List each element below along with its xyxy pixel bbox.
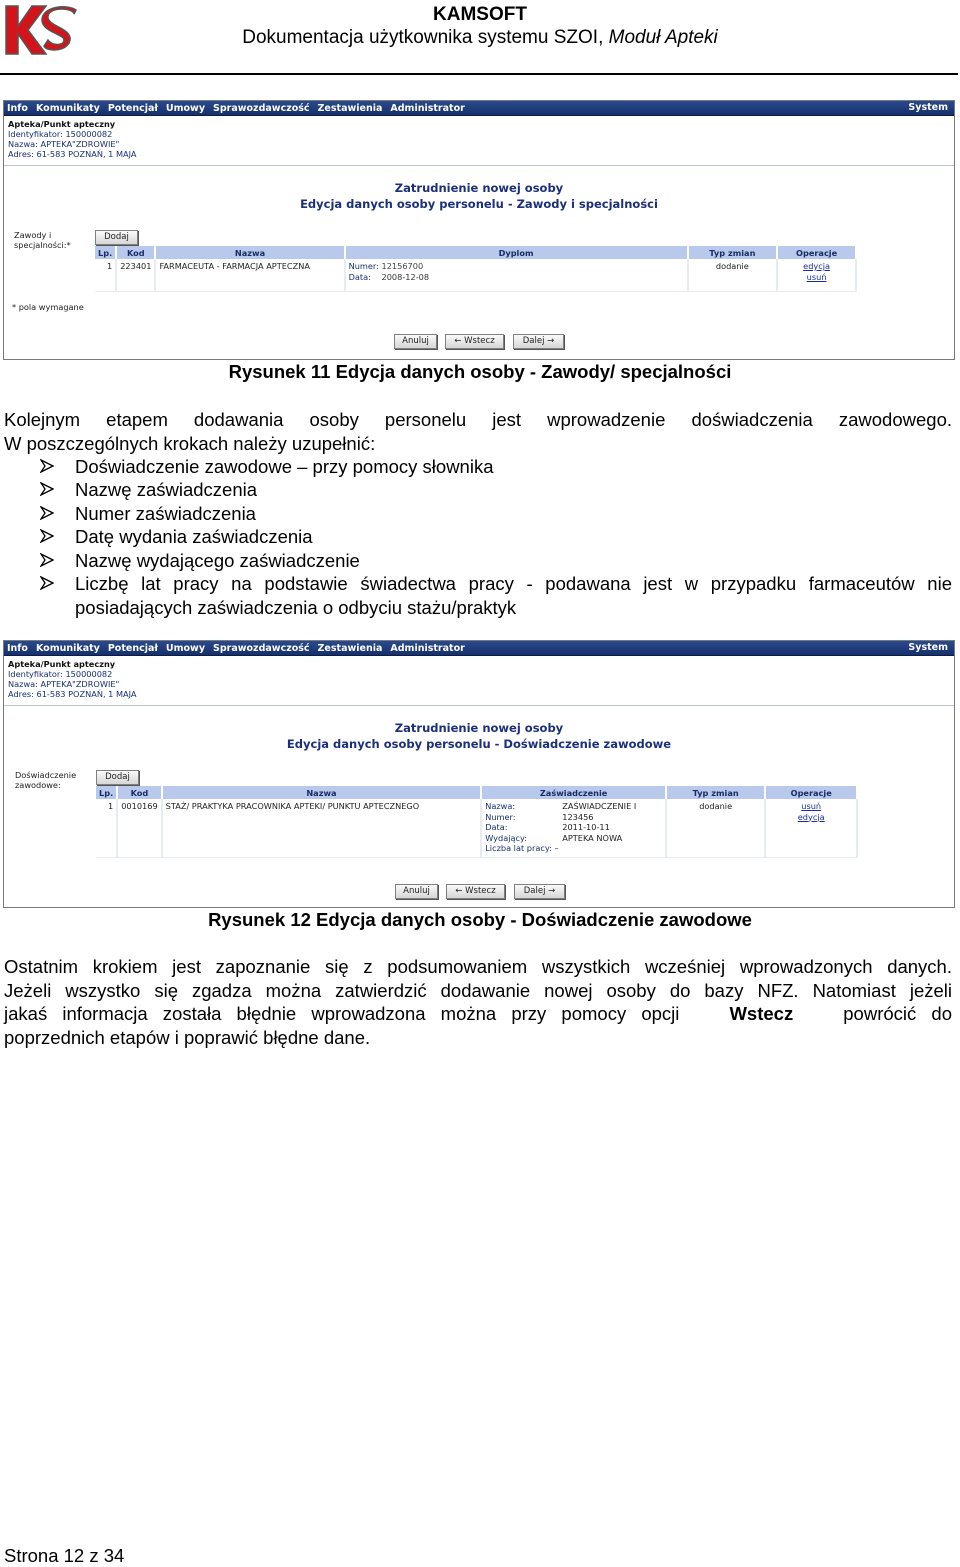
list-item-text: Numer zaświadczenia: [75, 503, 256, 524]
paragraph-2-line-2: Jeżeli wszystko się zgadza można zatwierdzić dodawanie nowej osoby do bazy NFZ. Natomiast jeżeli: [4, 979, 952, 1001]
col-typ-zmian: Typ zmian: [666, 786, 765, 799]
z-value-wydajacy: APTEKA NOWA: [562, 832, 623, 843]
edit-link[interactable]: edycja: [797, 811, 825, 822]
pharmacy-id: Identyfikator: 150000082: [8, 669, 113, 679]
field-label-doswiadczenie: [15, 770, 76, 790]
dyplom-data-label: Data:: [348, 271, 371, 282]
menu-komunikaty[interactable]: Komunikaty: [35, 102, 100, 114]
app-menu-bar: [4, 641, 954, 656]
field-label-line-1: Doświadczenie: [15, 770, 77, 780]
experience-table: [96, 786, 858, 858]
menu-potencjal[interactable]: Potencjał: [107, 642, 158, 654]
add-button[interactable]: Dodaj: [95, 230, 138, 245]
z-label-data: Data:: [485, 822, 508, 832]
pharmacy-title: Apteka/Punkt apteczny: [8, 119, 116, 129]
pharmacy-name: Nazwa: APTEKA"ZDROWIE": [8, 139, 120, 149]
figure-caption-12: Rysunek 12 Edycja danych osoby - Doświadczenie zawodowe: [208, 909, 752, 930]
col-nazwa: Nazwa: [155, 246, 344, 259]
form-subtitle: Edycja danych osoby personelu - Doświadczenie zawodowe: [286, 737, 672, 751]
cell-typ-zmian: dodanie: [666, 799, 765, 857]
list-item-text: Doświadczenie zawodowe – przy pomocy słownika: [75, 456, 494, 477]
cell-nazwa: FARMACEUTA - FARMACJA APTECZNA: [155, 259, 344, 291]
col-kod: Kod: [116, 246, 155, 259]
list-item-text: Nazwę zaświadczenia: [75, 479, 258, 500]
menu-administrator[interactable]: Administrator: [390, 102, 465, 114]
pharmacy-address: Adres: 61-583 POZNAŃ, 1 MAJA: [8, 149, 137, 159]
app-screenshot-1: [3, 100, 955, 360]
col-lp: Lp.: [96, 786, 117, 799]
paragraph-1-line-1: Kolejnym etapem dodawania osoby personelu jest wprowadzenie doświadczenia zawodowego.: [4, 409, 952, 430]
paragraph-2-line-3-c: powrócić do: [843, 1003, 952, 1024]
col-zaswiadczenie: Zaświadczenie: [481, 786, 666, 799]
cell-dyplom: [345, 259, 688, 291]
cancel-button[interactable]: Anuluj: [394, 334, 437, 349]
menu-komunikaty[interactable]: Komunikaty: [35, 642, 100, 654]
menu-potencjal[interactable]: Potencjał: [107, 102, 158, 114]
arrow-bullet-icon: [40, 553, 54, 567]
document-subtitle: [0, 27, 960, 49]
col-typ-zmian: Typ zmian: [688, 246, 778, 259]
list-item-text: [75, 572, 952, 619]
zaswiadczenie-labels: [485, 801, 562, 843]
field-label-line-1: Zawody i: [14, 230, 52, 240]
arrow-bullet-icon: [40, 576, 54, 590]
table-row: [96, 799, 857, 857]
dyplom-numer: 12156700: [381, 261, 424, 271]
field-label-zawody: [14, 230, 71, 250]
field-label-line-2: zawodowe:: [15, 780, 61, 790]
cell-typ-zmian: dodanie: [688, 259, 778, 291]
form-subtitle: Edycja danych osoby personelu - Zawody i specjalności: [300, 197, 658, 211]
paragraph-2-line-4: poprzednich etapów i poprawić błędne dane.: [4, 1026, 371, 1048]
cell-operacje: [765, 799, 857, 857]
professions-table: [95, 246, 857, 292]
list-item: [40, 549, 952, 573]
delete-link[interactable]: usuń: [806, 271, 827, 282]
menu-umowy[interactable]: Umowy: [165, 102, 206, 114]
menu-system[interactable]: System: [908, 642, 948, 653]
paragraph-2-line-3: [4, 1002, 952, 1026]
cell-lp: 1: [95, 259, 116, 291]
required-fields-note: * pola wymagane: [12, 302, 84, 312]
table-header-row: [95, 246, 856, 259]
paragraph-2-line-1: Ostatnim krokiem jest zapoznanie się z podsumowaniem wszystkich wcześniej wprowadzonych danych.: [4, 956, 952, 977]
figure-caption-11: Rysunek 11 Edycja danych osoby - Zawody/ specjalności: [228, 361, 732, 382]
menu-system[interactable]: System: [908, 102, 948, 113]
add-button[interactable]: Dodaj: [96, 770, 139, 785]
table-header-row: [96, 786, 857, 799]
paragraph-1-line-2: W poszczególnych krokach należy uzupełnić:: [4, 432, 376, 454]
company-name: KAMSOFT: [433, 4, 527, 25]
subtitle-plain: Dokumentacja użytkownika systemu SZOI,: [242, 27, 609, 48]
pharmacy-address: Adres: 61-583 POZNAŃ, 1 MAJA: [8, 689, 137, 699]
col-kod: Kod: [117, 786, 161, 799]
edit-link[interactable]: edycja: [803, 261, 831, 271]
app-menu-bar: [4, 101, 954, 116]
z-value-liczba-lat: –: [554, 843, 559, 853]
delete-link[interactable]: usuń: [801, 801, 822, 811]
list-item: [40, 455, 952, 479]
pharmacy-id: Identyfikator: 150000082: [8, 129, 113, 139]
cell-nazwa: STAŻ/ PRAKTYKA PRACOWNIKA APTEKI/ PUNKTU APTECZNEGO: [162, 799, 482, 857]
z-label-numer: Numer:: [485, 811, 516, 822]
list-item-text: Datę wydania zaświadczenia: [75, 526, 313, 547]
table-row: [95, 259, 856, 291]
zaswiadczenie-values: [562, 801, 636, 843]
form-title: Zatrudnienie nowej osoby: [394, 181, 564, 195]
page-footer: Strona 12 z 34: [4, 1545, 125, 1566]
z-label-nazwa: Nazwa:: [485, 801, 516, 811]
back-button[interactable]: ← Wstecz: [446, 884, 505, 899]
col-nazwa: Nazwa: [162, 786, 482, 799]
dyplom-numer-label: Numer:: [348, 261, 379, 271]
paragraph-2: [4, 955, 952, 1049]
menu-info[interactable]: Info: [7, 102, 28, 114]
arrow-bullet-icon: [40, 506, 54, 520]
app-screenshot-2: [3, 640, 955, 908]
col-dyplom: Dyplom: [345, 246, 688, 259]
subtitle-italic: Moduł Apteki: [608, 27, 718, 48]
list-item: [40, 572, 952, 620]
menu-zestawienia[interactable]: Zestawienia: [317, 102, 383, 114]
menu-sprawozdawczosc[interactable]: Sprawozdawczość: [213, 642, 310, 654]
z-value-nazwa: ZAŚWIADCZENIE I: [562, 801, 637, 811]
list-item: [40, 502, 952, 526]
cell-kod: 223401: [116, 259, 155, 291]
col-lp: Lp.: [95, 246, 116, 259]
paragraph-2-line-3-bold: Wstecz: [729, 1003, 794, 1024]
z-label-wydajacy: Wydający:: [485, 832, 528, 843]
dyplom-data: 2008-12-08: [381, 271, 430, 282]
cell-kod: 0010169: [117, 799, 161, 857]
paragraph-1: [4, 408, 952, 455]
form-title: Zatrudnienie nowej osoby: [394, 721, 564, 735]
col-operacje: Operacje: [765, 786, 857, 799]
menu-umowy[interactable]: Umowy: [165, 642, 206, 654]
field-label-line-2: specjalności:*: [14, 240, 71, 250]
back-button[interactable]: ← Wstecz: [445, 334, 504, 349]
arrow-bullet-icon: [40, 482, 54, 496]
page-header: [0, 0, 960, 76]
pharmacy-info: [4, 116, 954, 166]
header-rule: [0, 73, 958, 75]
arrow-bullet-icon: [40, 529, 54, 543]
pharmacy-name: Nazwa: APTEKA"ZDROWIE": [8, 679, 120, 689]
menu-zestawienia[interactable]: Zestawienia: [317, 642, 383, 654]
list-item-text-line-2: posiadających zaświadczenia o odbyciu stażu/praktyk: [75, 596, 517, 618]
col-operacje: Operacje: [777, 246, 856, 259]
cancel-button[interactable]: Anuluj: [395, 884, 438, 899]
next-button[interactable]: Dalej →: [513, 334, 564, 349]
list-item-text: Nazwę wydającego zaświadczenie: [75, 550, 360, 571]
cell-zaswiadczenie: [481, 799, 666, 857]
menu-administrator[interactable]: Administrator: [390, 642, 465, 654]
menu-info[interactable]: Info: [7, 642, 28, 654]
list-item-text-line-1: Liczbę lat pracy na podstawie świadectwa pracy - podawana jest w przypadku farmaceutów nie: [75, 573, 952, 594]
cell-lp: 1: [96, 799, 117, 857]
next-button[interactable]: Dalej →: [514, 884, 565, 899]
list-item: [40, 478, 952, 502]
list-item: [40, 525, 952, 549]
arrow-bullet-icon: [40, 459, 54, 473]
pharmacy-info: [4, 656, 954, 706]
menu-sprawozdawczosc[interactable]: Sprawozdawczość: [213, 102, 310, 114]
z-value-numer: 123456: [562, 811, 594, 822]
paragraph-2-line-3-a: jakaś informacja została błędnie wprowadzona można przy pomocy opcji: [4, 1003, 680, 1024]
cell-operacje: [777, 259, 856, 291]
z-value-data: 2011-10-11: [562, 822, 610, 832]
z-label-liczba-lat: Liczba lat pracy:: [485, 843, 552, 853]
pharmacy-title: Apteka/Punkt apteczny: [8, 659, 116, 669]
